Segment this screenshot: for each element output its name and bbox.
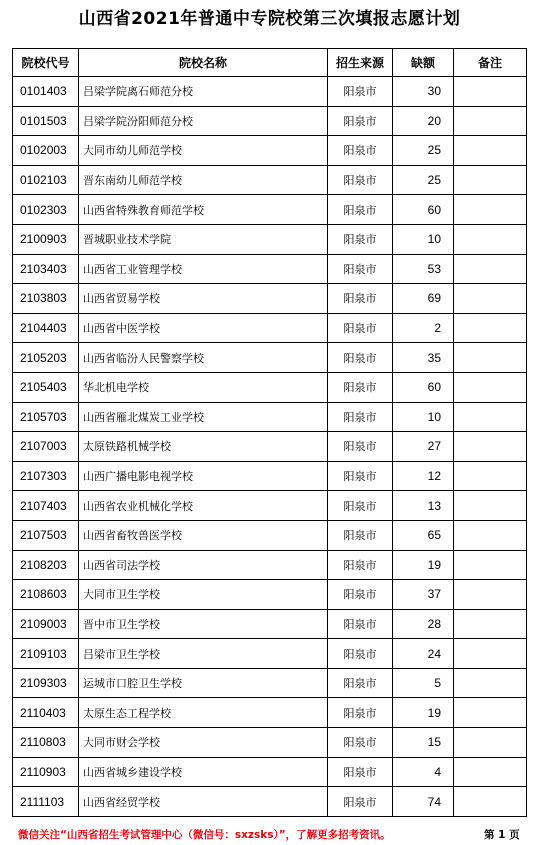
cell-school-code: 2109303 <box>13 668 79 698</box>
cell-school-code: 2111103 <box>13 787 79 817</box>
table-row <box>13 432 527 462</box>
cell-vacancy-count: 30 <box>393 77 454 107</box>
table-row <box>13 491 527 521</box>
table-row <box>13 787 527 817</box>
cell-vacancy-count: 25 <box>393 165 454 195</box>
cell-vacancy-count: 2 <box>393 313 454 343</box>
cell-school-name: 山西省司法学校 <box>79 550 328 580</box>
cell-source: 阳泉市 <box>328 284 393 314</box>
cell-note <box>454 639 527 669</box>
header-name: 院校名称 <box>79 49 328 77</box>
table-row <box>13 343 527 373</box>
cell-school-name: 山西省雁北煤炭工业学校 <box>79 402 328 432</box>
cell-vacancy-count: 74 <box>393 787 454 817</box>
cell-source: 阳泉市 <box>328 461 393 491</box>
cell-school-name: 大同市卫生学校 <box>79 580 328 610</box>
table-row <box>13 580 527 610</box>
cell-vacancy-count: 4 <box>393 757 454 787</box>
cell-source: 阳泉市 <box>328 254 393 284</box>
table-header <box>13 49 527 77</box>
cell-note <box>454 195 527 225</box>
cell-vacancy-count: 10 <box>393 402 454 432</box>
cell-school-code: 2105403 <box>13 372 79 402</box>
cell-note <box>454 165 527 195</box>
cell-note <box>454 668 527 698</box>
cell-note <box>454 728 527 758</box>
table-body <box>13 77 527 817</box>
cell-note <box>454 106 527 136</box>
cell-school-name: 吕梁学院离石师范分校 <box>79 77 328 107</box>
cell-school-code: 2107503 <box>13 520 79 550</box>
cell-vacancy-count: 24 <box>393 639 454 669</box>
cell-school-code: 2107403 <box>13 491 79 521</box>
page-number: 第 1 页 <box>484 829 520 841</box>
cell-school-name: 大同市财会学校 <box>79 728 328 758</box>
cell-vacancy-count: 60 <box>393 195 454 225</box>
cell-school-name: 山西省临汾人民警察学校 <box>79 343 328 373</box>
cell-vacancy-count: 25 <box>393 136 454 166</box>
table-row <box>13 254 527 284</box>
cell-source: 阳泉市 <box>328 313 393 343</box>
cell-source: 阳泉市 <box>328 372 393 402</box>
cell-school-name: 吕梁学院汾阳师范分校 <box>79 106 328 136</box>
cell-school-name: 大同市幼儿师范学校 <box>79 136 328 166</box>
cell-source: 阳泉市 <box>328 343 393 373</box>
cell-school-name: 山西省城乡建设学校 <box>79 757 328 787</box>
cell-vacancy-count: 20 <box>393 106 454 136</box>
cell-source: 阳泉市 <box>328 224 393 254</box>
cell-school-code: 2109003 <box>13 609 79 639</box>
cell-vacancy-count: 15 <box>393 728 454 758</box>
cell-school-code: 2108603 <box>13 580 79 610</box>
cell-source: 阳泉市 <box>328 668 393 698</box>
header-count: 缺额 <box>393 49 454 77</box>
cell-school-code: 2105203 <box>13 343 79 373</box>
cell-note <box>454 402 527 432</box>
cell-source: 阳泉市 <box>328 165 393 195</box>
cell-source: 阳泉市 <box>328 580 393 610</box>
cell-note <box>454 372 527 402</box>
cell-vacancy-count: 13 <box>393 491 454 521</box>
cell-note <box>454 77 527 107</box>
cell-source: 阳泉市 <box>328 757 393 787</box>
cell-school-name: 山西省工业管理学校 <box>79 254 328 284</box>
cell-school-name: 晋中市卫生学校 <box>79 609 328 639</box>
page-title: 山西省2021年普通中专院校第三次填报志愿计划 <box>78 9 461 29</box>
table-row <box>13 313 527 343</box>
cell-school-code: 2100903 <box>13 224 79 254</box>
cell-source: 阳泉市 <box>328 550 393 580</box>
cell-school-name: 山西省特殊教育师范学校 <box>79 195 328 225</box>
cell-school-code: 0102003 <box>13 136 79 166</box>
cell-school-name: 运城市口腔卫生学校 <box>79 668 328 698</box>
plan-table <box>12 48 527 817</box>
cell-source: 阳泉市 <box>328 195 393 225</box>
cell-school-name: 山西省畜牧兽医学校 <box>79 520 328 550</box>
table-row <box>13 402 527 432</box>
header-row <box>13 49 527 77</box>
cell-school-code: 0101403 <box>13 77 79 107</box>
cell-note <box>454 136 527 166</box>
cell-source: 阳泉市 <box>328 106 393 136</box>
cell-source: 阳泉市 <box>328 787 393 817</box>
cell-source: 阳泉市 <box>328 77 393 107</box>
cell-source: 阳泉市 <box>328 609 393 639</box>
cell-school-name: 山西省中医学校 <box>79 313 328 343</box>
cell-note <box>454 787 527 817</box>
cell-vacancy-count: 19 <box>393 550 454 580</box>
cell-school-name: 山西省贸易学校 <box>79 284 328 314</box>
cell-vacancy-count: 69 <box>393 284 454 314</box>
cell-school-name: 太原生态工程学校 <box>79 698 328 728</box>
table-row <box>13 520 527 550</box>
cell-vacancy-count: 65 <box>393 520 454 550</box>
cell-note <box>454 491 527 521</box>
cell-note <box>454 343 527 373</box>
cell-school-name: 华北机电学校 <box>79 372 328 402</box>
footer-wechat-note: 微信关注“山西省招生考试管理中心（微信号：sxzsks）”，了解更多招考资讯。 <box>18 829 391 841</box>
cell-source: 阳泉市 <box>328 698 393 728</box>
cell-school-code: 2103803 <box>13 284 79 314</box>
table-row <box>13 224 527 254</box>
cell-school-code: 2104403 <box>13 313 79 343</box>
table-row <box>13 728 527 758</box>
cell-school-code: 2107303 <box>13 461 79 491</box>
cell-school-code: 2110403 <box>13 698 79 728</box>
cell-source: 阳泉市 <box>328 728 393 758</box>
cell-school-code: 2103403 <box>13 254 79 284</box>
cell-note <box>454 580 527 610</box>
cell-school-code: 2105703 <box>13 402 79 432</box>
cell-note <box>454 550 527 580</box>
table-row <box>13 77 527 107</box>
cell-note <box>454 698 527 728</box>
cell-school-code: 2109103 <box>13 639 79 669</box>
cell-school-name: 山西省经贸学校 <box>79 787 328 817</box>
cell-vacancy-count: 19 <box>393 698 454 728</box>
cell-school-code: 2110903 <box>13 757 79 787</box>
cell-school-code: 0102303 <box>13 195 79 225</box>
cell-vacancy-count: 5 <box>393 668 454 698</box>
cell-source: 阳泉市 <box>328 520 393 550</box>
cell-note <box>454 284 527 314</box>
cell-note <box>454 224 527 254</box>
table-row <box>13 284 527 314</box>
cell-source: 阳泉市 <box>328 639 393 669</box>
table-row <box>13 461 527 491</box>
cell-note <box>454 461 527 491</box>
table-row <box>13 639 527 669</box>
cell-school-name: 晋城职业技术学院 <box>79 224 328 254</box>
table-row <box>13 165 527 195</box>
cell-vacancy-count: 10 <box>393 224 454 254</box>
table-row <box>13 550 527 580</box>
table-row <box>13 698 527 728</box>
cell-note <box>454 432 527 462</box>
table-row <box>13 136 527 166</box>
cell-note <box>454 609 527 639</box>
header-note: 备注 <box>454 49 527 77</box>
table-row <box>13 609 527 639</box>
cell-school-name: 山西省农业机械化学校 <box>79 491 328 521</box>
cell-note <box>454 520 527 550</box>
cell-note <box>454 757 527 787</box>
cell-school-code: 2110803 <box>13 728 79 758</box>
cell-school-code: 0101503 <box>13 106 79 136</box>
table-row <box>13 757 527 787</box>
cell-vacancy-count: 53 <box>393 254 454 284</box>
cell-school-name: 吕梁市卫生学校 <box>79 639 328 669</box>
cell-source: 阳泉市 <box>328 136 393 166</box>
cell-vacancy-count: 12 <box>393 461 454 491</box>
table-row <box>13 195 527 225</box>
cell-note <box>454 313 527 343</box>
cell-school-name: 太原铁路机械学校 <box>79 432 328 462</box>
header-code: 院校代号 <box>13 49 79 77</box>
header-source: 招生来源 <box>328 49 393 77</box>
table-row <box>13 106 527 136</box>
table-row <box>13 372 527 402</box>
table-row <box>13 668 527 698</box>
cell-note <box>454 254 527 284</box>
cell-school-name: 晋东南幼儿师范学校 <box>79 165 328 195</box>
cell-school-code: 2107003 <box>13 432 79 462</box>
cell-vacancy-count: 37 <box>393 580 454 610</box>
cell-school-code: 2108203 <box>13 550 79 580</box>
cell-vacancy-count: 60 <box>393 372 454 402</box>
cell-source: 阳泉市 <box>328 402 393 432</box>
cell-vacancy-count: 28 <box>393 609 454 639</box>
cell-school-name: 山西广播电影电视学校 <box>79 461 328 491</box>
cell-vacancy-count: 27 <box>393 432 454 462</box>
cell-source: 阳泉市 <box>328 491 393 521</box>
cell-vacancy-count: 35 <box>393 343 454 373</box>
cell-source: 阳泉市 <box>328 432 393 462</box>
cell-school-code: 0102103 <box>13 165 79 195</box>
